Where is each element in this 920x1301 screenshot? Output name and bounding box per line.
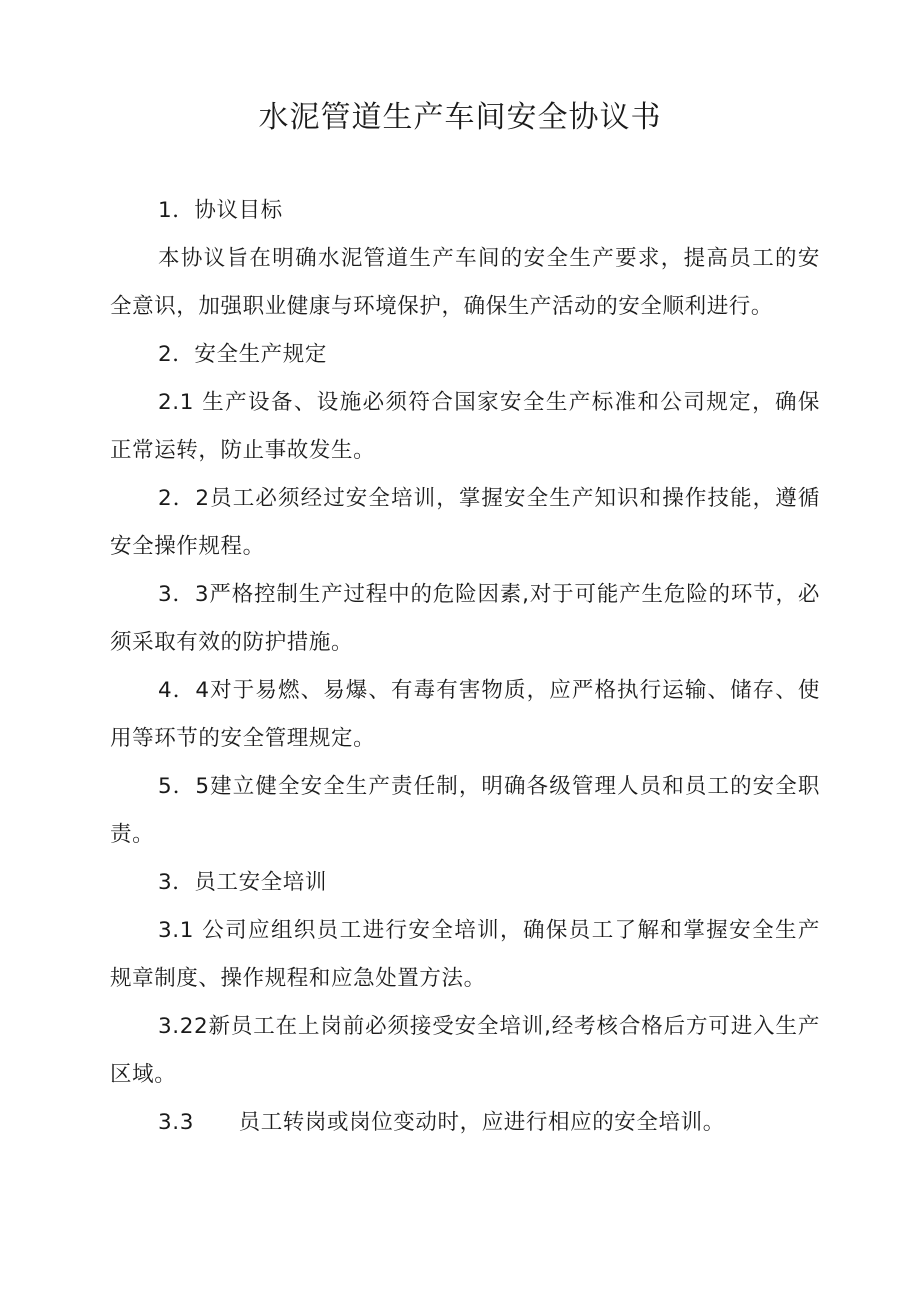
- section-heading-1: 1．协议目标: [158, 198, 283, 223]
- clause-3-1: 3.1 公司应组织员工进行安全培训，确保员工了解和掌握安全生产规章制度、操作规程和应急处置方法。: [110, 918, 820, 991]
- clause-3-22: 3.22新员工在上岗前必须接受安全培训,经考核合格后方可进入生产区域。: [110, 1014, 820, 1087]
- document-title: 水泥管道生产车间安全协议书: [258, 100, 662, 135]
- clause-3-3-training: 3.3 员工转岗或岗位变动时，应进行相应的安全培训。: [158, 1110, 725, 1135]
- section-heading-3: 3．员工安全培训: [158, 870, 327, 895]
- clause-2-1: 2.1 生产设备、设施必须符合国家安全生产标准和公司规定，确保正常运转，防止事故发生。: [110, 390, 820, 463]
- clause-2-2: 2．2员工必须经过安全培训，掌握安全生产知识和操作技能，遵循安全操作规程。: [110, 486, 820, 559]
- section-heading-2: 2．安全生产规定: [158, 342, 327, 367]
- clause-5-5: 5．5建立健全安全生产责任制，明确各级管理人员和员工的安全职责。: [110, 774, 820, 847]
- clause-3-3: 3．3严格控制生产过程中的危险因素,对于可能产生危险的环节，必须采取有效的防护措施。: [110, 582, 820, 655]
- clause-4-4: 4．4对于易燃、易爆、有毒有害物质，应严格执行运输、储存、使用等环节的安全管理规定。: [110, 678, 820, 751]
- paragraph-purpose: 本协议旨在明确水泥管道生产车间的安全生产要求，提高员工的安全意识，加强职业健康与环境保护，确保生产活动的安全顺利进行。: [110, 246, 820, 319]
- document-body: [110, 187, 820, 1147]
